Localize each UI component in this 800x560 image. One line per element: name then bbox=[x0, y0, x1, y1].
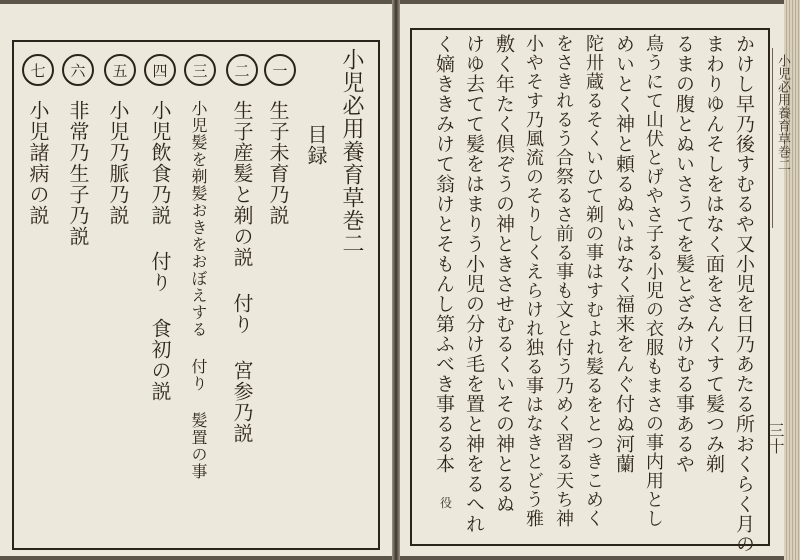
entry-3: 小児髪を剃髪おきをおぼえする 付り 髪置の事 bbox=[189, 100, 208, 480]
entry-1: 生子未育乃説 bbox=[266, 100, 290, 226]
text-column-3: るまの腹とぬいさうてを髪とざみけむる事あるや bbox=[673, 34, 695, 474]
book-title: 小児必用養育草巻二 bbox=[339, 48, 364, 255]
entry-4: 小児飲食乃説 付り 食初の説 bbox=[148, 100, 172, 402]
item-number-6: 六 bbox=[62, 54, 94, 86]
entry-7: 小児諸病の説 bbox=[26, 100, 50, 226]
entry-6: 非常乃生子乃説 bbox=[66, 100, 90, 247]
footer-mark: 役 bbox=[440, 496, 453, 510]
text-column-11: く嫡ききみけて翁けとそもんし第ふべき事るる本 bbox=[433, 34, 455, 474]
text-column-10: けゆ去てて髪をはまりう小児の分け毛を置と神をるへれ bbox=[463, 34, 485, 534]
text-column-6: 陀卅蔵るそくいひて剃の事はすむよれ髪るをとつきこめく bbox=[583, 34, 604, 528]
item-number-3: 三 bbox=[184, 54, 216, 86]
item-number-2: 二 bbox=[226, 54, 258, 86]
text-column-4: 鳥うにて山伏とげやさ子る小児の衣服もまさの事内用とし bbox=[643, 34, 664, 528]
text-column-7: をさきれるう合祭るさ前る事も文と付う乃めく習る天ち神 bbox=[553, 34, 574, 528]
text-column-5: めいとく神と頼るぬいはなく福来をんぐ付ぬ河蘭 bbox=[613, 34, 635, 474]
running-head bbox=[772, 48, 790, 228]
text-column-1: かけし早乃後すむるや又小児を日乃あたる所おくらく月の bbox=[733, 34, 755, 554]
entry-5: 小児乃脈乃説 bbox=[106, 100, 130, 226]
folio-number: 三十 bbox=[766, 422, 785, 454]
left-page bbox=[0, 4, 392, 556]
item-number-7: 七 bbox=[22, 54, 54, 86]
item-number-4: 四 bbox=[144, 54, 176, 86]
entry-2: 生子産髪と剃の説 付り 宮参乃説 bbox=[230, 100, 254, 444]
running-head-title: 小児必用養育草巻二 bbox=[775, 54, 790, 171]
book-gutter bbox=[392, 0, 400, 560]
right-page bbox=[400, 4, 790, 556]
item-number-5: 五 bbox=[104, 54, 136, 86]
item-number-1: 一 bbox=[264, 54, 296, 86]
contents-heading: 目録 bbox=[304, 124, 328, 166]
text-column-8: 小やそす乃風流のそりしくえらけれ独る事はなきとどう雅 bbox=[523, 34, 544, 528]
text-column-2: まわりゆんそしをはなく面をさんくすて髪つみ剃 bbox=[703, 34, 725, 474]
text-column-9: 敷く年たく倶ぞうの神ときさせむるくいその神とるぬ bbox=[493, 34, 515, 514]
